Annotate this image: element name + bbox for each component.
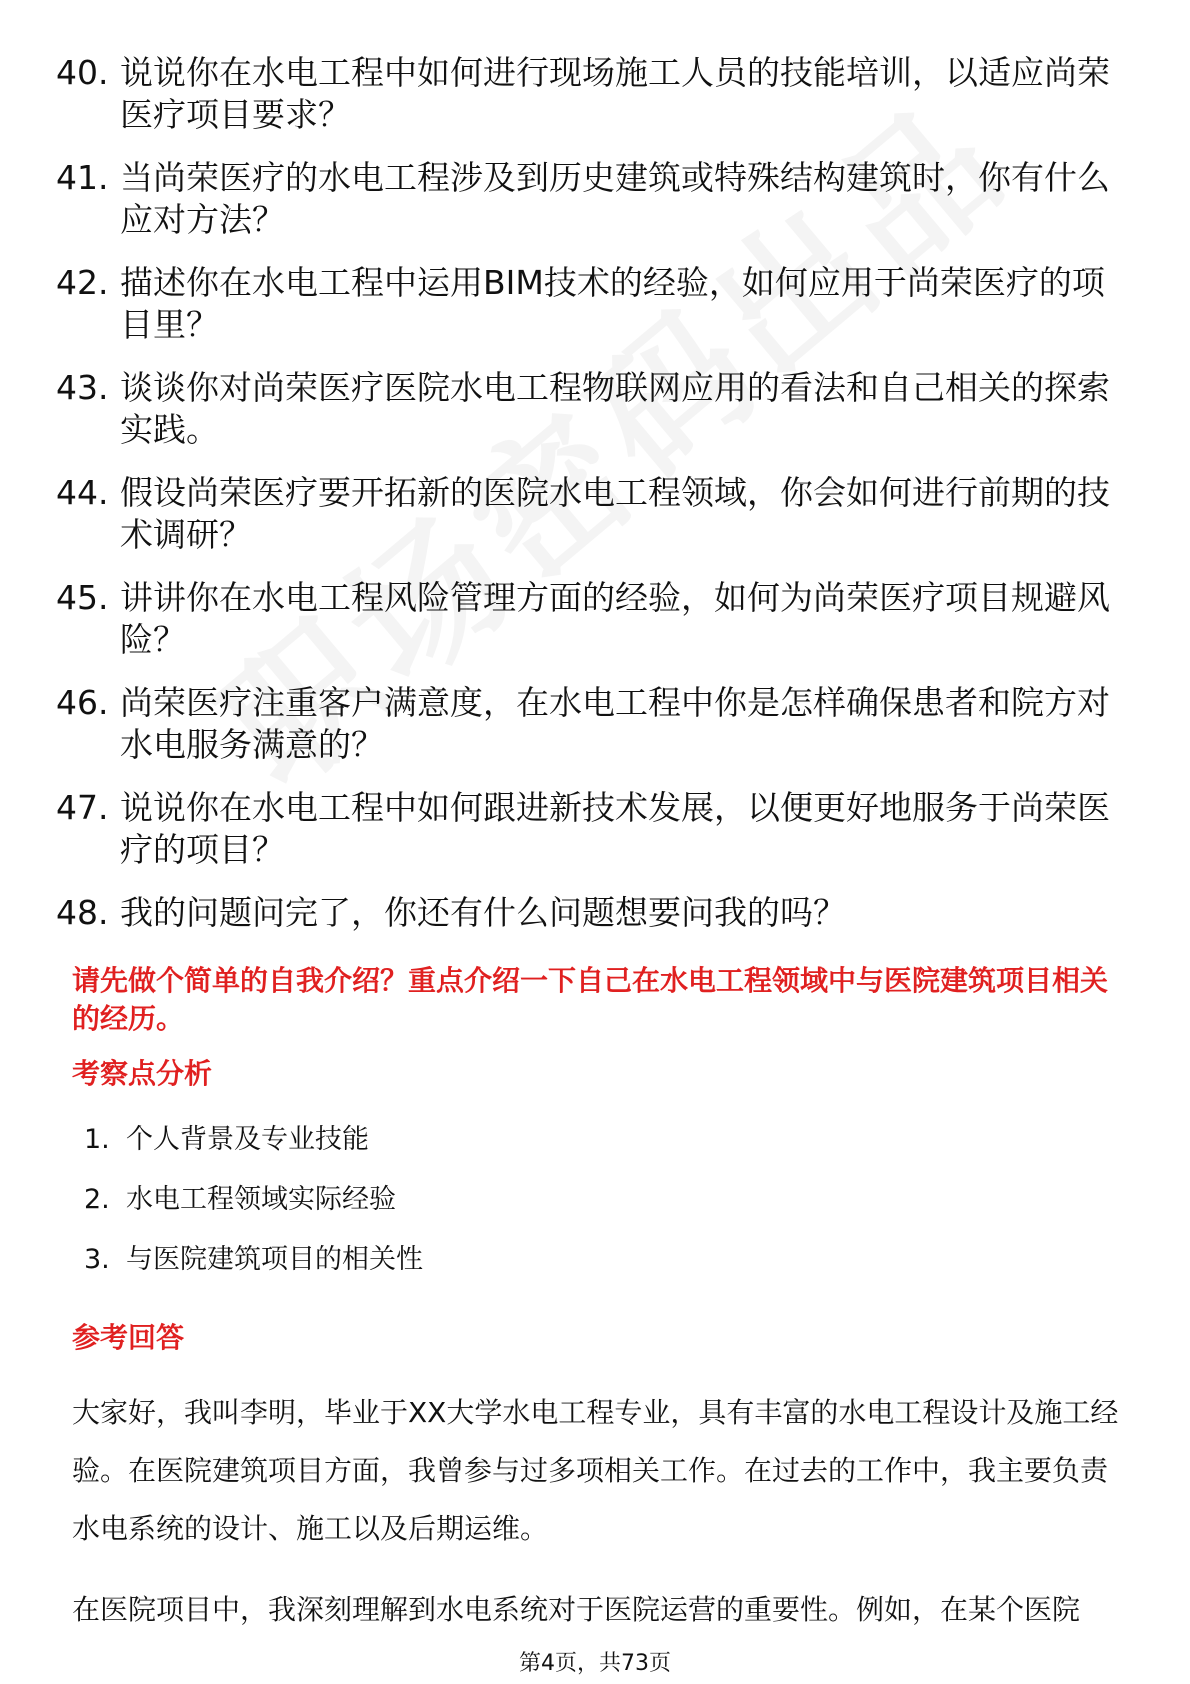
question-number: 40. <box>56 53 109 92</box>
highlight-question: 请先做个简单的自我介绍？重点介绍一下自己在水电工程领域中与医院建筑项目相关的经历。 <box>72 964 1109 1035</box>
question-item <box>56 262 1126 346</box>
question-text: 谈谈你对尚荣医疗医院水电工程物联网应用的看法和自己相关的探索实践。 <box>120 368 1110 449</box>
point-text: 水电工程领域实际经验 <box>126 1184 396 1215</box>
question-item <box>56 472 1126 556</box>
question-text: 描述你在水电工程中运用BIM技术的经验，如何应用于尚荣医疗的项目里？ <box>120 263 1105 344</box>
question-text: 假设尚荣医疗要开拓新的医院水电工程领域，你会如何进行前期的技术调研？ <box>120 473 1110 554</box>
question-text: 说说你在水电工程中如何跟进新技术发展，以便更好地服务于尚荣医疗的项目？ <box>120 788 1110 869</box>
analysis-point <box>84 1180 984 1220</box>
question-text: 讲讲你在水电工程风险管理方面的经验，如何为尚荣医疗项目规避风险？ <box>120 578 1110 659</box>
question-item <box>56 787 1126 871</box>
question-number: 47. <box>56 788 109 827</box>
question-item <box>56 682 1126 766</box>
analysis-points <box>84 1120 984 1300</box>
question-text: 尚荣医疗注重客户满意度，在水电工程中你是怎样确保患者和院方对水电服务满意的？ <box>120 683 1110 764</box>
point-text: 与医院建筑项目的相关性 <box>126 1244 423 1275</box>
point-number: 2. <box>84 1184 110 1215</box>
question-number: 42. <box>56 263 109 302</box>
analysis-point <box>84 1120 984 1160</box>
answer-paragraph: 大家好，我叫李明，毕业于XX大学水电工程专业，具有丰富的水电工程设计及施工经验。在医院建筑项目方面，我曾参与过多项相关工作。在过去的工作中，我主要负责水电系统的设计、施工以及后期运维。 <box>72 1396 1119 1545</box>
question-item <box>56 157 1126 241</box>
question-number: 44. <box>56 473 109 512</box>
analysis-heading: 考察点分析 <box>72 1057 213 1090</box>
question-item <box>56 367 1126 451</box>
point-text: 个人背景及专业技能 <box>126 1124 369 1155</box>
page-footer: 第4页，共73页 <box>519 1651 671 1676</box>
analysis-point <box>84 1240 984 1280</box>
question-number: 46. <box>56 683 109 722</box>
question-item <box>56 577 1126 661</box>
point-number: 1. <box>84 1124 110 1155</box>
question-number: 45. <box>56 578 109 617</box>
question-number: 41. <box>56 158 109 197</box>
question-text: 说说你在水电工程中如何进行现场施工人员的技能培训，以适应尚荣医疗项目要求？ <box>120 53 1110 134</box>
question-item <box>56 892 1126 934</box>
question-text: 我的问题问完了，你还有什么问题想要问我的吗？ <box>120 893 846 932</box>
answer-paragraph: 在医院项目中，我深刻理解到水电系统对于医院运营的重要性。例如，在某个医院 <box>72 1593 1081 1626</box>
question-number: 48. <box>56 893 109 932</box>
answer-heading: 参考回答 <box>72 1321 185 1354</box>
question-list <box>56 52 1126 955</box>
question-item <box>56 52 1126 136</box>
question-text: 当尚荣医疗的水电工程涉及到历史建筑或特殊结构建筑时，你有什么应对方法？ <box>120 158 1110 239</box>
point-number: 3. <box>84 1244 110 1275</box>
question-number: 43. <box>56 368 109 407</box>
